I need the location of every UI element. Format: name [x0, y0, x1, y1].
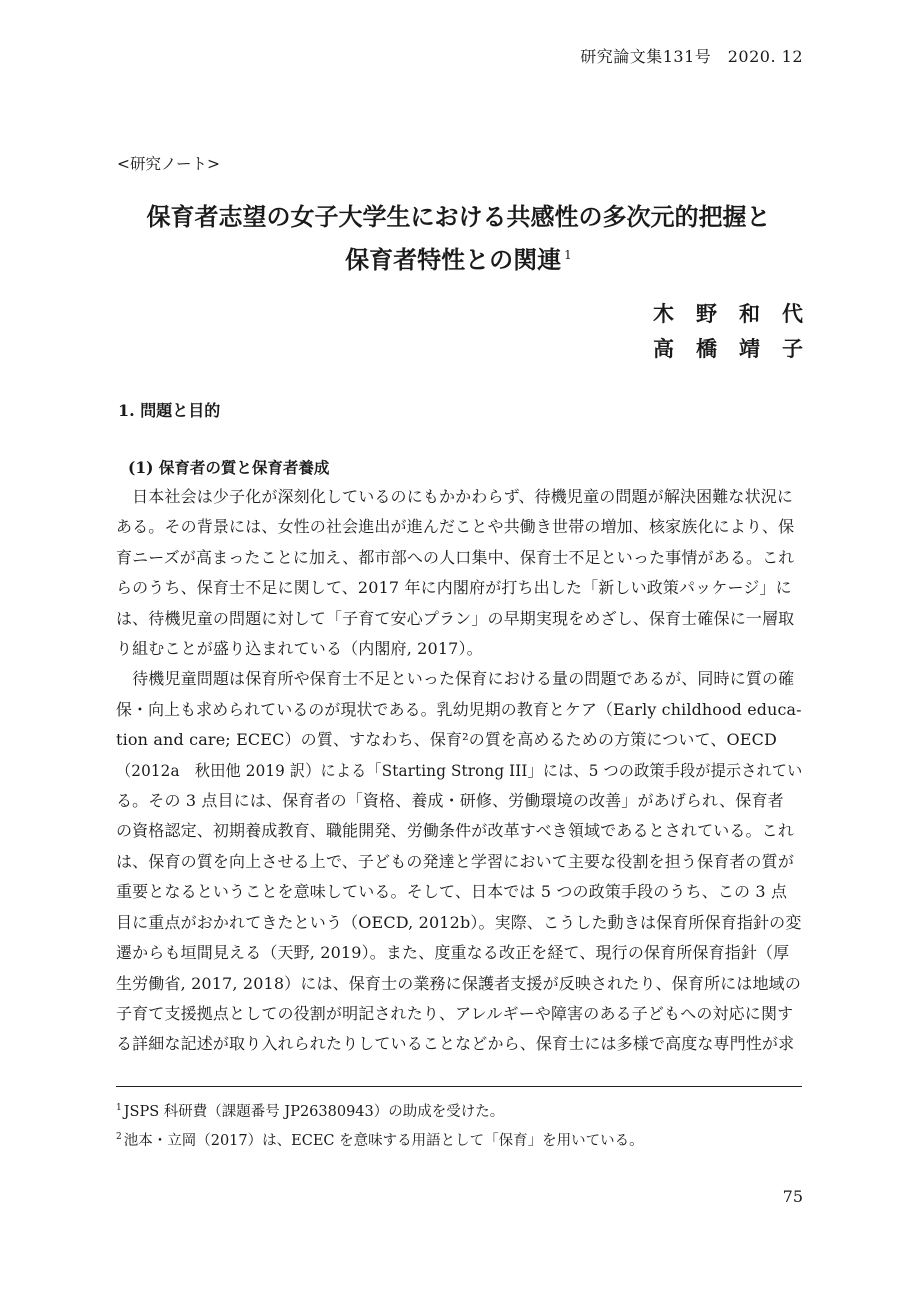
author-1: 木野和代	[653, 301, 825, 326]
body-text	[116, 482, 802, 1060]
footnote-2	[116, 1125, 644, 1154]
paper-title-line-1: 保育者志望の女子大学生における共感性の多次元的把握と	[146, 202, 771, 231]
footnote-mark: 2	[116, 1131, 122, 1142]
journal-header: 研究論文集131号 2020. 12	[580, 47, 803, 66]
body-line: らのうち、保育士不足に関して、2017 年に内閣府が打ち出した「新しい政策パッケージ」に	[116, 578, 792, 598]
body-line: 生労働省, 2017, 2018）には、保育士の業務に保護者支援が反映されたり、保育所には地域の	[116, 973, 801, 993]
body-line: 重要となるということを意味している。そして、日本では 5 つの政策手段のうち、この 3 点	[116, 882, 788, 902]
section-heading: 1. 問題と目的	[118, 401, 221, 420]
footnotes	[116, 1096, 644, 1154]
footnote-1	[116, 1096, 644, 1125]
article-type-label: <研究ノート>	[117, 155, 221, 173]
paper-title-line-2: 保育者特性との関連 $^1$	[345, 245, 572, 274]
body-line: は、保育の質を向上させる上で、子どもの発達と学習において主要な役割を担う保育者の質が	[116, 851, 794, 871]
body-line: 育ニーズが高まったことに加え、都市部への人口集中、保育士不足といった事情がある。これ	[116, 547, 795, 567]
subsection-heading: (1) 保育者の質と保育者養成	[128, 458, 330, 477]
body-line: 日本社会は少子化が深刻化しているのにもかかわらず、待機児童の問題が解決困難な状況に	[116, 487, 794, 506]
body-line: （2012a 秋田他 2019 訳）による「Starting Strong III」には、5 つの政策手段が提示されてい	[116, 760, 803, 780]
body-line: tion and care; ECEC）の質、すなわち、保育²の質を高めるための方策について、OECD	[116, 730, 777, 750]
body-line: の資格認定、初期養成教育、職能開発、労働条件が改革すべき領域であるとされている。これ	[116, 821, 794, 841]
title-footnote-mark: 1	[564, 248, 572, 262]
page-number: 75	[782, 1187, 803, 1206]
footnote-text: JSPS 科研費（課題番号 JP26380943）の助成を受けた。	[123, 1103, 505, 1120]
body-line: 保・向上も求められているのが現状である。乳幼児期の教育とケア（Early childhood educa-	[116, 699, 802, 719]
footnote-text: 池本・立岡（2017）は、ECEC を意味する用語として「保育」を用いている。	[123, 1132, 644, 1149]
body-line: る詳細な記述が取り入れられたりしていることなどから、保育士には多様で高度な専門性が求	[116, 1034, 795, 1054]
body-line: ある。その背景には、女性の社会進出が進んだことや共働き世帯の増加、核家族化により、保	[116, 517, 795, 537]
body-line: 子育て支援拠点としての役割が明記されたり、アレルギーや障害のある子どもへの対応に関す	[116, 1003, 794, 1023]
body-line: は、待機児童の問題に対して「子育て安心プラン」の早期実現をめざし、保育士確保に一層取	[116, 608, 795, 628]
footnote-divider	[116, 1086, 802, 1087]
footnote-mark: 1	[116, 1103, 122, 1113]
body-line: る。その 3 点目には、保育者の「資格、養成・研修、労働環境の改善」があげられ、保育者	[116, 791, 784, 811]
body-line: 待機児童問題は保育所や保育士不足といった保育における量の問題であるが、同時に質の確	[116, 669, 795, 689]
body-line: 遷からも垣間見える（天野, 2019）。また、度重なる改正を経て、現行の保育所保育指針（厚	[116, 943, 790, 963]
body-line: 目に重点がおかれてきたという（OECD, 2012b）。実際、こうした動きは保育所保育指針の変	[116, 912, 802, 932]
body-line: り組むことが盛り込まれている（内閣府, 2017）。	[116, 639, 483, 659]
author-2: 高橋靖子	[653, 336, 825, 361]
